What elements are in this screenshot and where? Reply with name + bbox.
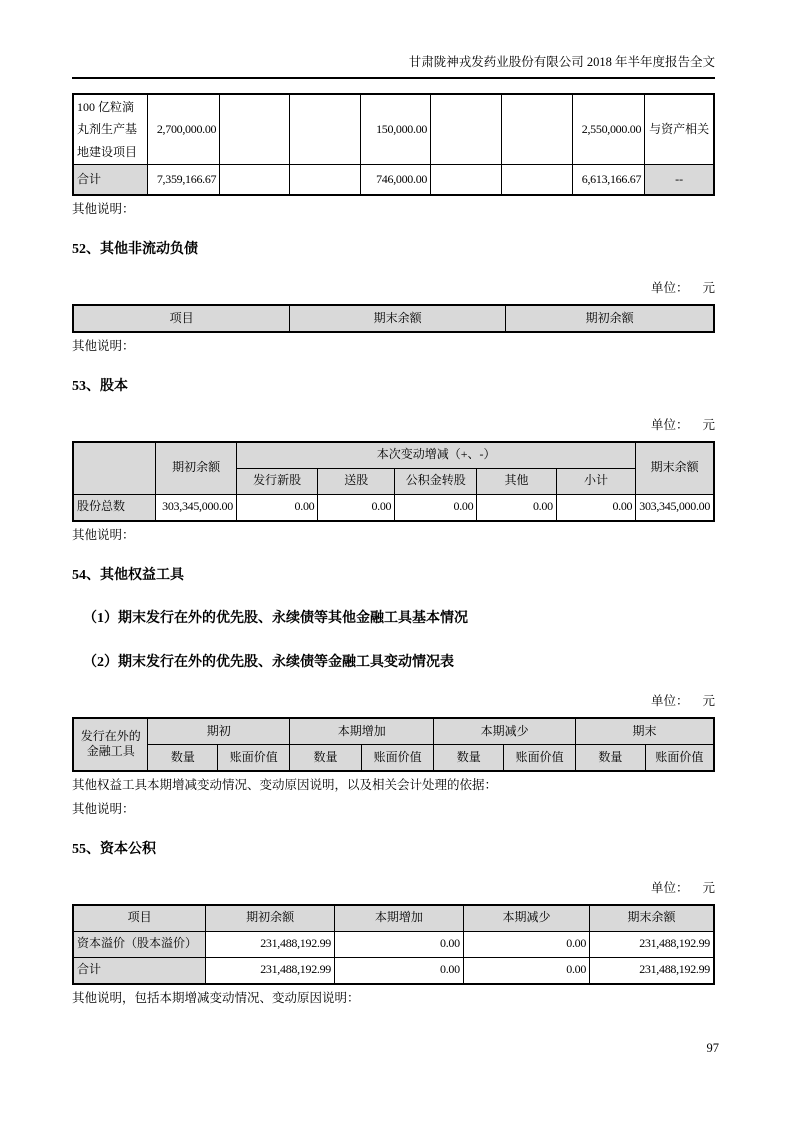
header-cell: 发行新股 bbox=[236, 468, 317, 494]
value-cell: 2,550,000.00 bbox=[573, 94, 645, 165]
header-cell: 期末余额 bbox=[636, 442, 714, 495]
header-cell: 账面价值 bbox=[504, 744, 576, 771]
section-54-sub2-heading: （2）期末发行在外的优先股、永续债等金融工具变动情况表 bbox=[83, 655, 454, 671]
value-cell: 303,345,000.00 bbox=[636, 494, 714, 521]
header-cell: 本期增加 bbox=[335, 905, 464, 932]
empty-cell bbox=[501, 94, 573, 165]
value-cell: 0.00 bbox=[395, 494, 477, 521]
page-number: 97 bbox=[706, 1041, 719, 1055]
header-cell: 项目 bbox=[73, 905, 206, 932]
unit-label: 单位： bbox=[650, 417, 689, 432]
table-row-total bbox=[73, 957, 714, 984]
header-cell: 期初余额 bbox=[156, 442, 237, 495]
unit-note bbox=[72, 418, 715, 433]
unit-label: 单位： bbox=[650, 693, 689, 708]
empty-cell bbox=[290, 94, 361, 165]
value-cell: 0.00 bbox=[463, 957, 589, 984]
value-cell: 与资产相关 bbox=[645, 94, 714, 165]
header-cell: 小计 bbox=[556, 468, 635, 494]
value-cell: 0.00 bbox=[477, 494, 556, 521]
value-cell: 0.00 bbox=[318, 494, 395, 521]
value-cell: 0.00 bbox=[236, 494, 317, 521]
header-cell: 期初 bbox=[148, 718, 290, 745]
empty-cell bbox=[290, 165, 361, 196]
unit-note bbox=[72, 281, 715, 296]
empty-cell bbox=[501, 165, 573, 196]
value-cell: 0.00 bbox=[556, 494, 635, 521]
header-cell bbox=[73, 442, 156, 495]
value-cell: 231,488,192.99 bbox=[206, 957, 335, 984]
header-cell: 期初余额 bbox=[506, 305, 714, 332]
share-capital-table bbox=[72, 441, 715, 522]
table-header-row bbox=[73, 305, 714, 332]
other-notes-text: 其他说明，包括本期增减变动情况、变动原因说明： bbox=[72, 990, 360, 1005]
empty-cell bbox=[220, 94, 290, 165]
section-53-heading: 53、股本 bbox=[72, 378, 128, 394]
row-label-cell: 100 亿粒滴丸剂生产基地建设项目 bbox=[73, 94, 147, 165]
header-cell: 账面价值 bbox=[645, 744, 714, 771]
value-cell: 303,345,000.00 bbox=[156, 494, 237, 521]
header-cell: 其他 bbox=[477, 468, 556, 494]
header-cell: 项目 bbox=[73, 305, 290, 332]
value-cell: -- bbox=[645, 165, 714, 196]
row-label-cell: 股份总数 bbox=[73, 494, 156, 521]
header-cell: 账面价值 bbox=[218, 744, 290, 771]
section-54-heading: 54、其他权益工具 bbox=[72, 567, 184, 583]
table-header-row bbox=[73, 718, 714, 745]
capital-reserve-table bbox=[72, 904, 715, 985]
header-cell: 发行在外的金融工具 bbox=[73, 718, 148, 771]
value-cell: 746,000.00 bbox=[360, 165, 431, 196]
unit-value: 元 bbox=[702, 880, 715, 895]
section-55-heading: 55、资本公积 bbox=[72, 841, 156, 857]
equity-change-note: 其他权益工具本期增减变动情况、变动原因说明，以及相关会计处理的依据： bbox=[72, 777, 498, 792]
empty-cell bbox=[431, 94, 502, 165]
header-cell: 公积金转股 bbox=[395, 468, 477, 494]
value-cell: 0.00 bbox=[463, 931, 589, 957]
header-cell: 期初余额 bbox=[206, 905, 335, 932]
unit-label: 单位： bbox=[650, 280, 689, 295]
row-label-cell: 资本溢价（股本溢价） bbox=[73, 931, 206, 957]
header-cell: 数量 bbox=[148, 744, 218, 771]
unit-label: 单位： bbox=[650, 880, 689, 895]
content bbox=[72, 93, 715, 1006]
table-row bbox=[73, 94, 714, 165]
table-row bbox=[73, 931, 714, 957]
report-header bbox=[72, 55, 715, 79]
header-cell: 期末余额 bbox=[290, 305, 506, 332]
value-cell: 231,488,192.99 bbox=[590, 957, 714, 984]
unit-note bbox=[72, 694, 715, 709]
header-cell: 本期减少 bbox=[463, 905, 589, 932]
section-52-heading: 52、其他非流动负债 bbox=[72, 242, 198, 257]
value-cell: 0.00 bbox=[335, 957, 464, 984]
unit-note bbox=[72, 881, 715, 896]
section-54-sub1-heading: （1）期末发行在外的优先股、永续债等其他金融工具基本情况 bbox=[83, 611, 468, 627]
report-title: 甘肃陇神戎发药业股份有限公司 2018 年半年度报告全文 bbox=[408, 55, 715, 69]
empty-cell bbox=[431, 165, 502, 196]
value-cell: 2,700,000.00 bbox=[147, 94, 219, 165]
header-cell: 账面价值 bbox=[361, 744, 433, 771]
table-row-total bbox=[73, 165, 714, 196]
table-row bbox=[73, 494, 714, 521]
value-cell: 7,359,166.67 bbox=[147, 165, 219, 196]
row-label-cell: 合计 bbox=[73, 957, 206, 984]
header-cell: 期末 bbox=[575, 718, 714, 745]
header-cell: 本期增加 bbox=[290, 718, 434, 745]
empty-cell bbox=[220, 165, 290, 196]
header-cell: 期末余额 bbox=[590, 905, 714, 932]
value-cell: 231,488,192.99 bbox=[590, 931, 714, 957]
other-notes-text: 其他说明： bbox=[72, 801, 135, 816]
deferred-income-table bbox=[72, 93, 715, 196]
table-header-row bbox=[73, 744, 714, 771]
other-equity-instruments-table bbox=[72, 717, 715, 772]
header-cell: 本次变动增减（+、-） bbox=[236, 442, 635, 469]
header-cell: 数量 bbox=[434, 744, 504, 771]
unit-value: 元 bbox=[702, 693, 715, 708]
other-notes-text: 其他说明： bbox=[72, 338, 135, 353]
unit-value: 元 bbox=[702, 280, 715, 295]
other-noncurrent-liabilities-table bbox=[72, 304, 715, 333]
value-cell: 0.00 bbox=[335, 931, 464, 957]
table-header-row bbox=[73, 905, 714, 932]
header-cell: 数量 bbox=[575, 744, 645, 771]
other-notes-text: 其他说明： bbox=[72, 527, 135, 542]
table-header-row bbox=[73, 442, 714, 469]
header-cell: 本期减少 bbox=[434, 718, 576, 745]
other-notes-text: 其他说明： bbox=[72, 202, 135, 216]
unit-value: 元 bbox=[702, 417, 715, 432]
header-cell: 数量 bbox=[290, 744, 362, 771]
value-cell: 150,000.00 bbox=[360, 94, 431, 165]
header-cell: 送股 bbox=[318, 468, 395, 494]
value-cell: 6,613,166.67 bbox=[573, 165, 645, 196]
row-label-cell: 合计 bbox=[73, 165, 147, 196]
value-cell: 231,488,192.99 bbox=[206, 931, 335, 957]
